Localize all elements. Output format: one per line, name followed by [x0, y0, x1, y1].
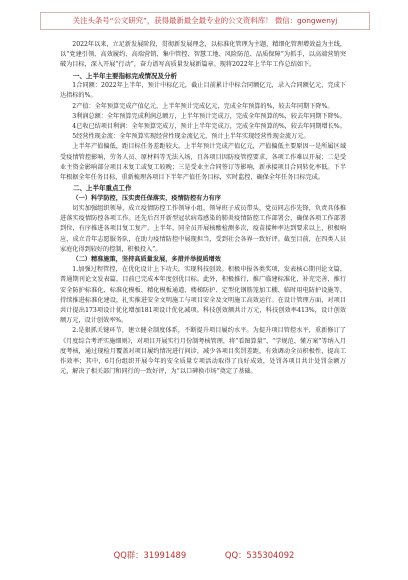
- subsection-lead: （二）精准施策，坚持高质量发展，多措并举提质增效: [72, 256, 221, 264]
- qq-group: QQ群：31991489: [113, 550, 187, 560]
- banner-text: 关注头条号“公文研究”，获得最新最全最专业的公文资料库！ 微信：gongwenyj: [72, 16, 338, 25]
- section-heading: 二、上半年重点工作: [73, 184, 132, 193]
- qq-number: QQ：535304092: [224, 550, 295, 560]
- body-paragraph: 2.是狠抓关键环节，建立健全制度体系，不断提升项目履约水平。为提升项目管控水平，重新修订了《月度综合考评实施细则》，对项目开展实行月份制考核管理，将“看图算量”、“学规范、懂方案”等纳入月度考核，通过现检月覆盖对项目履约情况进行问诊，减少各项目奖罚差距，有效调动全员积极性，提高工作效率；其中，6月份组织开展今年的安全质量专项活动取得了良好成效，处罚各项目共计处罚金额万元，解决了相关部门和同行的一致好评，为“以口碑换市场”奠定了基础。: [60, 327, 346, 376]
- footer-contact: [0, 546, 408, 564]
- body-paragraph: 4已收已结项目利润：全年预算完成万，预计上半年完成万，完成全年预算的%，较去年同期增长%。: [72, 123, 346, 131]
- section-heading: 一、上半年主要指标完成情况及分析: [73, 71, 177, 80]
- body-paragraph: 2022年以来，立足新发展阶段，贯彻新发展理念，以标准化管理为主题，精细化管理增效益为主线，以“党建引领、高效履约、高端营销、集中管控、智慧工地、风险防范、品质保障”为抓手，以高端营销突破为目标，深入开展“行动”，奋力谱写高质量发展新篇章。现将2022年上半年工作总结如下。: [60, 41, 346, 69]
- body-paragraph: 5经营性现金流：全年预算实现经营性现金流亿元，预计上半年实现经营性现金流万元。: [72, 133, 310, 141]
- subsection-heading: [60, 255, 346, 265]
- subsection-lead: （一）科学防控，压实责任保落实，疫情防控有力有序: [72, 194, 221, 202]
- subsection-heading: [60, 194, 346, 204]
- body-paragraph: 1合同额：2022年上半年，预计中标亿元，截止目前累计中标合同额亿元，录入合同额亿元，完成下达指标的%。: [60, 82, 346, 100]
- body-paragraph: 切实加强组织领导，成立疫情防控工作领导小组，领导班子成员带头，党员同志作先锋，负责具体推进落实疫情防控各项工作。还先后召开新型冠状病毒感染的肺炎疫情防控工作部署会，确保各项工作部署到位，有序推进各项目复工复产。上半年，同全员开展核酸检测多次，疫苗接种率达到要求以上，积极响应，成立青年志愿服务队，在助力疫情防控中展现担当，受到社会各界一致好评。截至目前，在四类人员家庭化得到较好的控制，积极投入”。: [60, 205, 346, 253]
- body-paragraph: 3利润总额：全年预算完成利润总额万，上半年预计完成万，完成全年预算的%，较去年同期下降%。: [72, 112, 346, 120]
- document-body: [60, 40, 346, 377]
- body-paragraph: 1.加强过程管控，在优化设计上下功夫，实现科技创效。积极申报各类奖项，发表核心期刊论文篇，普通期刊论文发表篇，目前已完成本年度创优目标。此外，积极推行，推广临建标准化，补充完善，推行安全防护标准化、标准化模板、精化模板通道、楼梯防护、定型化钢筋笼加工棚、临时用电防护设施等，持续推进标准化建设，扎实推进安全文明施工与项目安全及文明施工高效运行。在设计管理方面，对项目共计提出173项设计优化增加181项设计优化减项。科技创效额共计万元，科技创效率413%，设计创效额万元，设计创效率%。: [60, 266, 346, 325]
- body-paragraph: 上半年产值偏低，距目标任务差距较大。上半年预计完成产值亿元，产值偏低主要原因一是所属区域受疫情管控影响，劳务人员、原材料等无法入场，且各项目因防疫管控要求，各项工作难以开展；二是受业主资金影响部分项目未复工或复工较晚；三是受业主合同签订等影响，新承接项目合同转化率低。下半年根据全年任务目标，重新梳理各项目下半年产值任务目标，实时监控，确保全年任务目标完成。: [60, 143, 346, 182]
- header-banner: [40, 12, 370, 30]
- body-paragraph: 2产值：全年预算完成产值亿元，上半年预计完成亿元，完成全年预算的%，较去年同期下降%。: [72, 102, 334, 110]
